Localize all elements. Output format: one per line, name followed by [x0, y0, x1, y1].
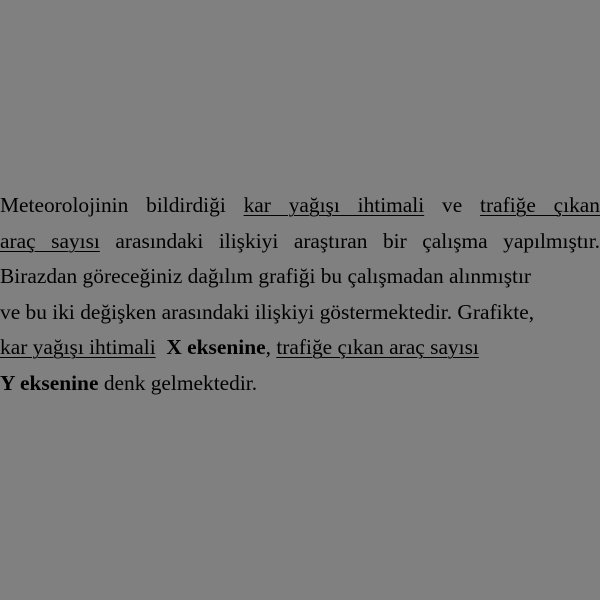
- paragraph-line-2: [0, 224, 600, 260]
- term-vehicle-count-part1: trafiğe çıkan: [480, 193, 600, 217]
- paragraph-line-1: [0, 188, 600, 224]
- line6-text-b: denk gelmektedir.: [103, 370, 258, 395]
- x-axis-label: X eksenine: [166, 335, 266, 360]
- instruction-paragraph: [0, 188, 600, 402]
- line5-comma: ,: [265, 335, 271, 360]
- term-snow-probability: kar yağışı ihtimali: [243, 193, 425, 217]
- y-axis-label: Y eksenine: [0, 370, 99, 395]
- line2-text-b: arasındaki ilişkiyi araştıran bir çalışma yapılmıştır.: [115, 228, 600, 253]
- line3-text-a: Birazdan göreceğiniz dağılım grafiği bu çalışmadan alınmıştır: [0, 264, 532, 289]
- paragraph-line-5: [0, 330, 600, 366]
- paragraph-line-3: [0, 259, 600, 295]
- paragraph-line-4: [0, 295, 600, 331]
- term-vehicle-count-2: trafiğe çıkan araç sayısı: [276, 335, 479, 360]
- term-snow-probability-2: kar yağışı ihtimali: [0, 335, 156, 360]
- line1-text-c: ve: [442, 193, 463, 217]
- term-vehicle-count-part2: araç sayısı: [0, 228, 100, 253]
- line4-text-a: ve bu iki değişken arasındaki ilişkiyi göstermektedir. Grafikte,: [0, 299, 535, 324]
- line1-text-a: Meteorolojinin bildirdiği: [0, 193, 226, 217]
- paragraph-line-6: [0, 366, 600, 402]
